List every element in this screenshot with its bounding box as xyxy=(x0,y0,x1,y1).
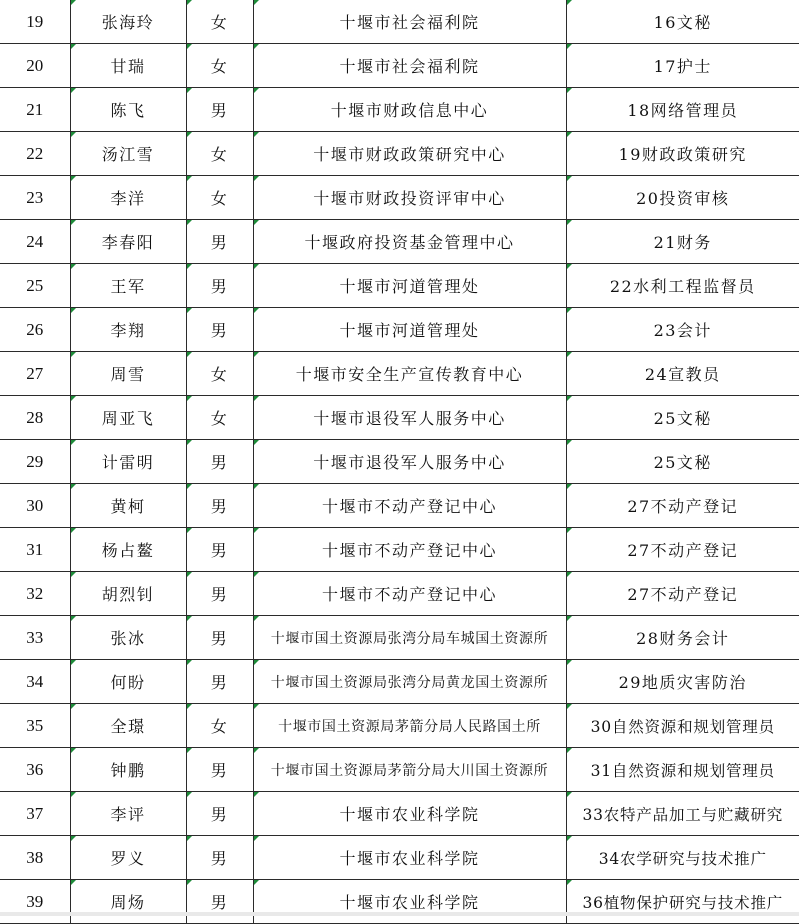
cell-position[interactable]: 21财务 xyxy=(566,220,799,264)
table-row xyxy=(0,308,799,352)
table-row xyxy=(0,748,799,792)
cell-employer[interactable]: 十堰市财政投资评审中心 xyxy=(253,176,566,220)
cell-serial-number[interactable]: 34 xyxy=(0,660,70,704)
cell-gender[interactable]: 男 xyxy=(186,440,253,484)
cell-employer[interactable]: 十堰市河道管理处 xyxy=(253,308,566,352)
cell-gender[interactable]: 女 xyxy=(186,396,253,440)
cell-employer[interactable]: 十堰市退役军人服务中心 xyxy=(253,440,566,484)
cell-position[interactable]: 33农特产品加工与贮藏研究 xyxy=(566,792,799,836)
cell-gender[interactable]: 男 xyxy=(186,88,253,132)
cell-name[interactable]: 胡烈钊 xyxy=(70,572,186,616)
cell-position[interactable]: 27不动产登记 xyxy=(566,528,799,572)
cell-serial-number[interactable]: 38 xyxy=(0,836,70,880)
cell-name[interactable]: 周亚飞 xyxy=(70,396,186,440)
cell-gender[interactable]: 男 xyxy=(186,616,253,660)
cell-gender[interactable]: 男 xyxy=(186,528,253,572)
cell-gender[interactable]: 男 xyxy=(186,836,253,880)
cell-position[interactable]: 17护士 xyxy=(566,44,799,88)
table-row xyxy=(0,528,799,572)
cell-employer[interactable]: 十堰市不动产登记中心 xyxy=(253,484,566,528)
table-row xyxy=(0,264,799,308)
cell-position[interactable]: 25文秘 xyxy=(566,396,799,440)
cell-position[interactable]: 27不动产登记 xyxy=(566,572,799,616)
cell-gender[interactable]: 男 xyxy=(186,660,253,704)
cell-gender[interactable]: 女 xyxy=(186,0,253,44)
cell-employer[interactable]: 十堰市安全生产宣传教育中心 xyxy=(253,352,566,396)
table-row xyxy=(0,484,799,528)
cell-name[interactable]: 张冰 xyxy=(70,616,186,660)
cell-serial-number[interactable]: 20 xyxy=(0,44,70,88)
cell-gender[interactable]: 女 xyxy=(186,704,253,748)
cell-serial-number[interactable]: 22 xyxy=(0,132,70,176)
cell-serial-number[interactable]: 29 xyxy=(0,440,70,484)
cell-gender[interactable]: 女 xyxy=(186,44,253,88)
cell-employer[interactable]: 十堰市国土资源局茅箭分局大川国土资源所 xyxy=(253,748,566,792)
cell-serial-number[interactable]: 36 xyxy=(0,748,70,792)
cell-employer[interactable]: 十堰市农业科学院 xyxy=(253,836,566,880)
cell-position[interactable]: 25文秘 xyxy=(566,440,799,484)
cell-serial-number[interactable]: 24 xyxy=(0,220,70,264)
cell-employer[interactable]: 十堰市退役军人服务中心 xyxy=(253,396,566,440)
cell-gender[interactable]: 男 xyxy=(186,308,253,352)
cell-gender[interactable]: 女 xyxy=(186,132,253,176)
table-row xyxy=(0,176,799,220)
cell-position[interactable]: 29地质灾害防治 xyxy=(566,660,799,704)
cell-serial-number[interactable]: 32 xyxy=(0,572,70,616)
cell-position[interactable]: 19财政政策研究 xyxy=(566,132,799,176)
table-row xyxy=(0,836,799,880)
cell-name[interactable]: 何盼 xyxy=(70,660,186,704)
cell-gender[interactable]: 男 xyxy=(186,748,253,792)
cell-gender[interactable]: 男 xyxy=(186,220,253,264)
table-row xyxy=(0,88,799,132)
cell-serial-number[interactable]: 25 xyxy=(0,264,70,308)
table-row xyxy=(0,440,799,484)
table-row xyxy=(0,0,799,44)
table-row xyxy=(0,352,799,396)
cell-gender[interactable]: 男 xyxy=(186,484,253,528)
cell-name[interactable]: 汤江雪 xyxy=(70,132,186,176)
cell-name[interactable]: 王军 xyxy=(70,264,186,308)
cell-serial-number[interactable]: 21 xyxy=(0,88,70,132)
table-row xyxy=(0,572,799,616)
cell-name[interactable]: 李评 xyxy=(70,792,186,836)
cell-position[interactable]: 20投资审核 xyxy=(566,176,799,220)
cell-gender[interactable]: 女 xyxy=(186,352,253,396)
table-row xyxy=(0,44,799,88)
cell-name[interactable]: 李翔 xyxy=(70,308,186,352)
cell-serial-number[interactable]: 23 xyxy=(0,176,70,220)
cell-position[interactable]: 36植物保护研究与技术推广 xyxy=(566,880,799,924)
cell-serial-number[interactable]: 26 xyxy=(0,308,70,352)
cell-name[interactable]: 李洋 xyxy=(70,176,186,220)
cell-employer[interactable]: 十堰市社会福利院 xyxy=(253,0,566,44)
cell-position[interactable]: 24宣教员 xyxy=(566,352,799,396)
cell-position[interactable]: 30自然资源和规划管理员 xyxy=(566,704,799,748)
cell-serial-number[interactable]: 37 xyxy=(0,792,70,836)
cell-gender[interactable]: 男 xyxy=(186,792,253,836)
cell-serial-number[interactable]: 19 xyxy=(0,0,70,44)
cell-employer[interactable]: 十堰市河道管理处 xyxy=(253,264,566,308)
cell-gender[interactable]: 男 xyxy=(186,572,253,616)
cell-position[interactable]: 18网络管理员 xyxy=(566,88,799,132)
cell-position[interactable]: 22水利工程监督员 xyxy=(566,264,799,308)
table-row xyxy=(0,616,799,660)
cell-serial-number[interactable]: 27 xyxy=(0,352,70,396)
cell-name[interactable]: 陈飞 xyxy=(70,88,186,132)
cell-employer[interactable]: 十堰市财政信息中心 xyxy=(253,88,566,132)
cell-name[interactable]: 周雪 xyxy=(70,352,186,396)
cell-position[interactable]: 34农学研究与技术推广 xyxy=(566,836,799,880)
cell-serial-number[interactable]: 30 xyxy=(0,484,70,528)
cell-name[interactable]: 李春阳 xyxy=(70,220,186,264)
table-row xyxy=(0,880,799,924)
cell-employer[interactable]: 十堰市农业科学院 xyxy=(253,792,566,836)
cell-serial-number[interactable]: 39 xyxy=(0,880,70,924)
cell-serial-number[interactable]: 31 xyxy=(0,528,70,572)
cell-name[interactable]: 黄柯 xyxy=(70,484,186,528)
cell-employer[interactable]: 十堰市农业科学院 xyxy=(253,880,566,924)
cell-serial-number[interactable]: 35 xyxy=(0,704,70,748)
cell-employer[interactable]: 十堰政府投资基金管理中心 xyxy=(253,220,566,264)
table-row xyxy=(0,220,799,264)
table-row xyxy=(0,660,799,704)
cell-employer[interactable]: 十堰市国土资源局张湾分局车城国土资源所 xyxy=(253,616,566,660)
cell-name[interactable]: 钟鹏 xyxy=(70,748,186,792)
table-row xyxy=(0,396,799,440)
cell-name[interactable]: 周炀 xyxy=(70,880,186,924)
cell-serial-number[interactable]: 28 xyxy=(0,396,70,440)
cell-employer[interactable]: 十堰市财政政策研究中心 xyxy=(253,132,566,176)
cell-gender[interactable]: 男 xyxy=(186,880,253,924)
table-row xyxy=(0,792,799,836)
cell-position[interactable]: 27不动产登记 xyxy=(566,484,799,528)
cell-employer[interactable]: 十堰市国土资源局张湾分局黄龙国土资源所 xyxy=(253,660,566,704)
cell-serial-number[interactable]: 33 xyxy=(0,616,70,660)
cell-name[interactable]: 计雷明 xyxy=(70,440,186,484)
cell-name[interactable]: 罗义 xyxy=(70,836,186,880)
cell-employer[interactable]: 十堰市不动产登记中心 xyxy=(253,572,566,616)
cell-position[interactable]: 16文秘 xyxy=(566,0,799,44)
table-row xyxy=(0,704,799,748)
cell-name[interactable]: 张海玲 xyxy=(70,0,186,44)
cell-gender[interactable]: 女 xyxy=(186,176,253,220)
cell-employer[interactable]: 十堰市不动产登记中心 xyxy=(253,528,566,572)
cell-position[interactable]: 28财务会计 xyxy=(566,616,799,660)
cell-name[interactable]: 全璟 xyxy=(70,704,186,748)
table-row xyxy=(0,132,799,176)
cell-name[interactable]: 甘瑞 xyxy=(70,44,186,88)
cell-employer[interactable]: 十堰市国土资源局茅箭分局人民路国土所 xyxy=(253,704,566,748)
sheet-bottom-scroll-edge xyxy=(0,912,799,916)
cell-name[interactable]: 杨占鳌 xyxy=(70,528,186,572)
cell-position[interactable]: 23会计 xyxy=(566,308,799,352)
cell-position[interactable]: 31自然资源和规划管理员 xyxy=(566,748,799,792)
cell-employer[interactable]: 十堰市社会福利院 xyxy=(253,44,566,88)
cell-gender[interactable]: 男 xyxy=(186,264,253,308)
